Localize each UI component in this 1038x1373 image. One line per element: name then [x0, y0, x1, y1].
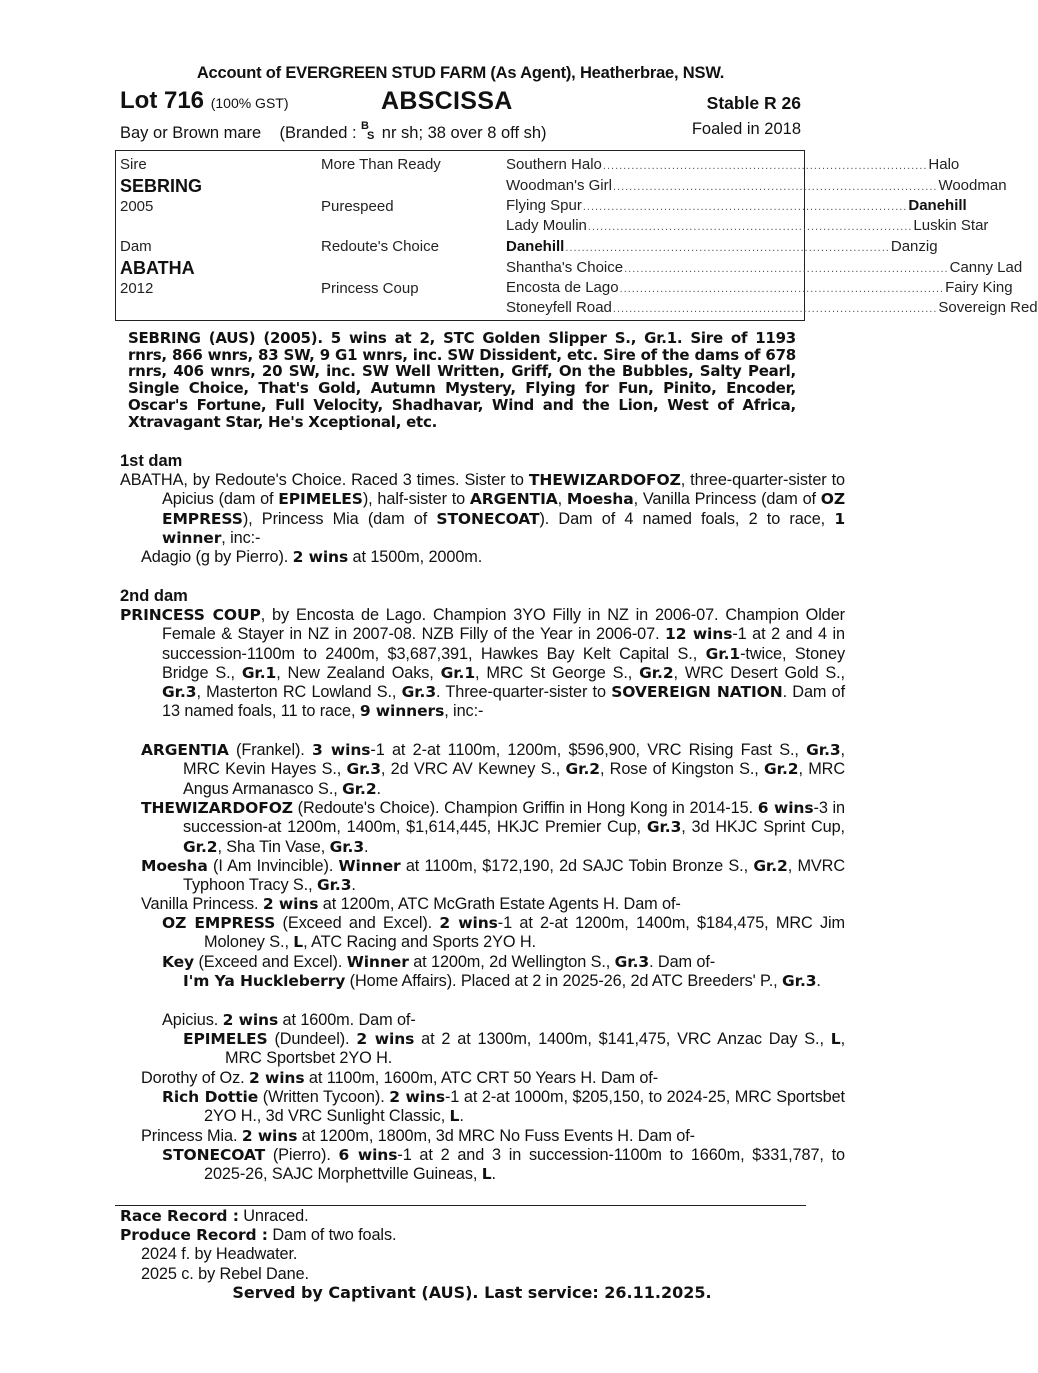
grandparent-row: Danehill ................................................................................ Danzig: [506, 238, 800, 258]
grandparent-name: Stoneyfell Road: [506, 299, 612, 316]
service-note: Served by Captivant (AUS). Last service: 26.11.2025.: [232, 1283, 712, 1302]
progeny-dorothy-of-oz: Dorothy of Oz. 2 wins at 1100m, 1600m, ATC CRT 50 Years H. Dam of-: [141, 1069, 659, 1087]
gst-note: (100% GST): [210, 95, 289, 111]
stable-location: Stable R 26: [706, 93, 801, 113]
first-dam-heading: 1st dam: [120, 452, 183, 470]
sire-dam: Purespeed: [321, 198, 394, 215]
description-start: Bay or Brown mare (Branded :: [120, 124, 362, 142]
description-end: nr sh; 38 over 8 off sh): [377, 124, 547, 142]
svg-text:S: S: [367, 130, 375, 142]
sire-name: SEBRING: [120, 176, 203, 196]
brand-mark-icon: [361, 120, 377, 145]
progeny-argentia: ARGENTIA (Frankel). 3 wins-1 at 2-at 1100m, 1200m, $596,900, VRC Rising Fast S., Gr.3, MRC Kevin Hayes S., Gr.3, 2d VRC AV Kewney S., Gr.2, Rose of Kingston S., Gr.2, MRC Angus Armanasco S., Gr.2.: [141, 741, 845, 798]
progeny-vanilla-princess: Vanilla Princess. 2 wins at 1200m, ATC McGrath Estate Agents H. Dam of-: [141, 895, 681, 913]
second-dam-heading: 2nd dam: [120, 587, 188, 605]
progeny-stonecoat: STONECOAT (Pierro). 6 wins-1 at 2 and 3 in succession-1100m to 1660m, $331,787, to 2025-26, SAJC Morphettville Guineas, L.: [162, 1146, 845, 1184]
grandparent-sire: Canny Lad: [949, 259, 1023, 276]
sire-label: Sire: [120, 156, 147, 173]
first-dam-progeny: Adagio (g by Pierro). 2 wins at 1500m, 2000m.: [141, 548, 483, 566]
foaled-year: Foaled in 2018: [691, 120, 801, 138]
grandparent-name: Lady Moulin: [506, 217, 587, 234]
grandparent-row: Southern Halo ................................................................................ Halo: [506, 156, 800, 176]
produce-item: 2024 f. by Headwater.: [141, 1245, 298, 1263]
dam-label: Dam: [120, 238, 152, 255]
progeny-rich-dottie: Rich Dottie (Written Tycoon). 2 wins-1 at 2-at 1000m, $205,150, to 2024-25, MRC Sportsbet 2YO H., 3d VRC Sunlight Classic, L.: [162, 1088, 845, 1126]
grandparent-row: Encosta de Lago ................................................................................ Fairy King: [506, 279, 800, 299]
grandparent-sire: Halo: [928, 156, 960, 173]
progeny-apicius: Apicius. 2 wins at 1600m. Dam of-: [162, 1011, 416, 1029]
sire-year: 2005: [120, 198, 154, 215]
lot-label: Lot 716: [120, 87, 205, 114]
produce-record: Produce Record : Dam of two foals.: [120, 1226, 397, 1244]
progeny-epimeles: EPIMELES (Dundeel). 2 wins at 2 at 1300m, 1400m, $141,475, VRC Anzac Day S., L, MRC Sportsbet 2YO H.: [183, 1030, 845, 1068]
grandparent-row: Shantha's Choice ................................................................................ Canny Lad: [506, 259, 800, 279]
progeny-moesha: Moesha (I Am Invincible). Winner at 1100m, $172,190, 2d SAJC Tobin Bronze S., Gr.2, MVRC Typhoon Tracy S., Gr.3.: [141, 857, 845, 895]
horse-name: ABSCISSA: [381, 87, 513, 115]
second-dam-paragraph: PRINCESS COUP, by Encosta de Lago. Champion 3YO Filly in NZ in 2006-07. Champion Older Female & Stayer in NZ in 2007-08. NZB Filly of the Year in 2006-07. 12 wins-1 at 2 and 4 in succession-1100m to 2400m, $3,687,391, Hawkes Bay Kelt Capital S., Gr.1-twice, Stoney Bridge S., Gr.1, New Zealand Oaks, Gr.1, MRC St George S., Gr.2, WRC Desert Gold S., Gr.3, Masterton RC Lowland S., Gr.3. Three-quarter-sister to SOVEREIGN NATION. Dam of 13 named foals, 11 to race, 9 winners, inc:-: [120, 606, 846, 721]
sire-summary: SEBRING (AUS) (2005). 5 wins at 2, STC Golden Slipper S., Gr.1. Sire of 1193 rnrs, 866 wnrs, 83 SW, 9 G1 wnrs, inc. SW Dissident, etc. Sire of the dams of 678 rnrs, 406 wnrs, 20 SW, inc. SW Well Written, Griff, On the Bubbles, Salty Pearl, Single Choice, That's Gold, Autumn Mystery, Flying for Fun, Pinito, Encoder, Oscar's Fortune, Full Velocity, Shadhavar, Wind and the Lion, West of Africa, Xtravagant Star, He's Xceptional, etc.: [128, 329, 796, 431]
lot-number: [120, 87, 289, 115]
grandparent-name: Woodman's Girl: [506, 177, 612, 194]
dam-dam: Princess Coup: [321, 280, 419, 297]
grandparent-sire: Luskin Star: [913, 217, 989, 234]
consignor-line: Account of EVERGREEN STUD FARM (As Agent), Heatherbrae, NSW.: [196, 64, 725, 82]
dam-sire: Redoute's Choice: [321, 238, 439, 255]
svg-text:B: B: [361, 120, 370, 132]
grandparent-sire: Fairy King: [945, 279, 1013, 296]
progeny-oz-empress: OZ EMPRESS (Exceed and Excel). 2 wins-1 at 2-at 1200m, 1400m, $184,475, MRC Jim Moloney S., L, ATC Racing and Sports 2YO H.: [162, 914, 845, 952]
sire-sire: More Than Ready: [321, 156, 441, 173]
grandparent-row: Flying Spur ................................................................................ Danehill: [506, 197, 800, 217]
dam-year: 2012: [120, 280, 154, 297]
grandparent-name: Encosta de Lago: [506, 279, 619, 296]
grandparent-row: Stoneyfell Road ................................................................................ Sovereign Red: [506, 299, 800, 319]
grandparent-name: Shantha's Choice: [506, 259, 624, 276]
grandparent-sire: Danehill: [908, 197, 967, 214]
race-record: Race Record : Unraced.: [120, 1207, 309, 1225]
first-dam-paragraph: ABATHA, by Redoute's Choice. Raced 3 times. Sister to THEWIZARDOFOZ, three-quarter-sister to Apicius (dam of EPIMELES), half-sister to ARGENTIA, Moesha, Vanilla Princess (dam of OZ EMPRESS), Princess Mia (dam of STONECOAT). Dam of 4 named foals, 2 to race, 1 winner, inc:-: [120, 471, 846, 547]
progeny-thewizardofoz: THEWIZARDOFOZ (Redoute's Choice). Champion Griffin in Hong Kong in 2014-15. 6 wins-3 in succession-at 1200m, 1400m, $1,614,445, HKJC Premier Cup, Gr.3, 3d HKJC Sprint Cup, Gr.2, Sha Tin Vase, Gr.3.: [141, 799, 845, 856]
progeny-princess-mia: Princess Mia. 2 wins at 1200m, 1800m, 3d MRC No Fuss Events H. Dam of-: [141, 1127, 695, 1145]
grandparent-name: Flying Spur: [506, 197, 582, 214]
progeny-key: Key (Exceed and Excel). Winner at 1200m, 2d Wellington S., Gr.3. Dam of-: [162, 953, 716, 971]
horse-description: [120, 120, 547, 145]
grandparent-sire: Danzig: [890, 238, 938, 255]
pedigree-table: [115, 150, 1038, 321]
section-divider: [115, 1205, 806, 1206]
grandparent-row: Woodman's Girl ................................................................................ Woodman: [506, 177, 800, 197]
progeny-im-ya-huckleberry: I'm Ya Huckleberry (Home Affairs). Placed at 2 in 2025-26, 2d ATC Breeders' P., Gr.3.: [183, 972, 821, 990]
produce-item: 2025 c. by Rebel Dane.: [141, 1265, 309, 1283]
dam-name: ABATHA: [120, 258, 195, 278]
grandparent-name: Southern Halo: [506, 156, 602, 173]
grandparent-sire: Sovereign Red: [938, 299, 1038, 316]
grandparent-row: Lady Moulin ................................................................................ Luskin Star: [506, 217, 800, 237]
grandparent-sire: Woodman: [938, 177, 1007, 194]
grandparent-name: Danehill: [506, 238, 565, 255]
